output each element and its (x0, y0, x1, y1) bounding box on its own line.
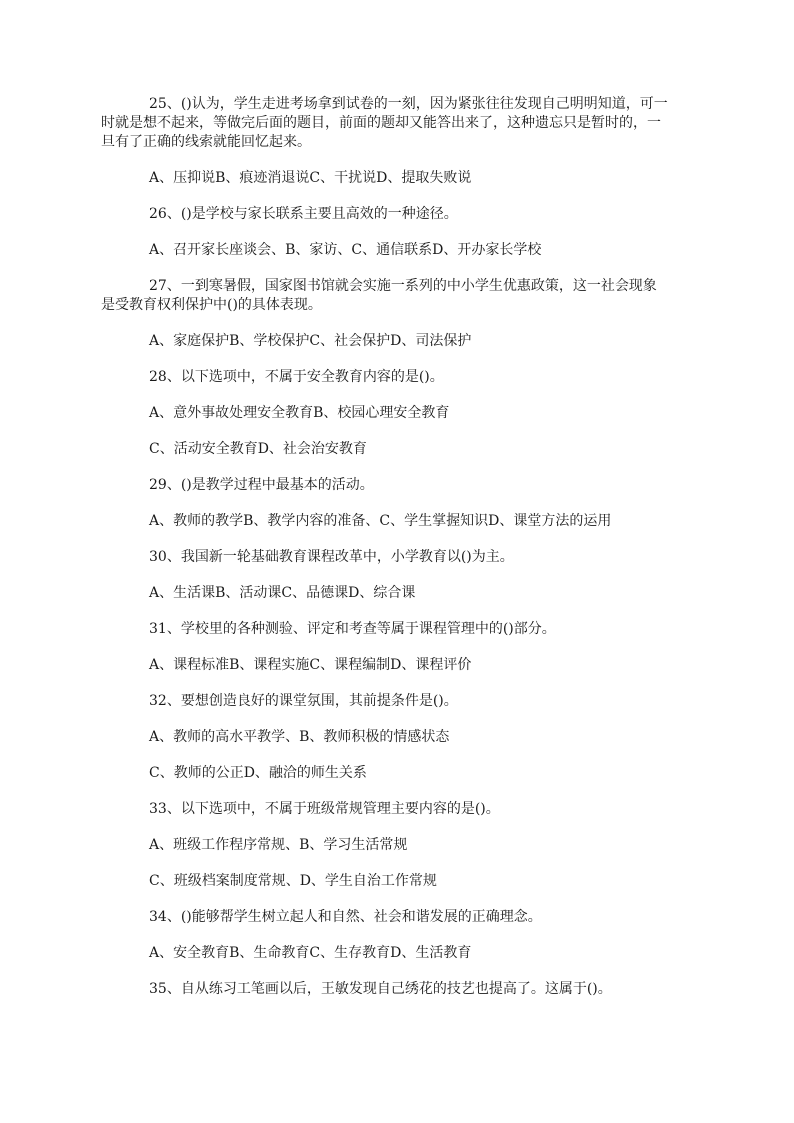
document-body (101, 95, 670, 1016)
options-28-cd: C、活动安全教育D、社会治安教育 (149, 441, 367, 457)
options-32-cd: C、教师的公正D、融洽的师生关系 (149, 765, 367, 781)
options-30: A、生活课B、活动课C、品德课D、综合课 (149, 585, 416, 601)
options-33-cd: C、班级档案制度常规、D、学生自治工作常规 (149, 873, 437, 889)
question-34: 34、()能够帮学生树立起人和自然、社会和谐发展的正确理念。 (149, 909, 542, 925)
question-28: 28、以下选项中，不属于安全教育内容的是()。 (149, 369, 444, 385)
question-33: 33、以下选项中，不属于班级常规管理主要内容的是()。 (149, 801, 500, 817)
question-26: 26、()是学校与家长联系主要且高效的一种途径。 (149, 206, 458, 222)
options-33-ab: A、班级工作程序常规、B、学习生活常规 (149, 837, 408, 853)
question-29: 29、()是教学过程中最基本的活动。 (149, 477, 374, 493)
options-29: A、教师的教学B、教学内容的准备、C、学生掌握知识D、课堂方法的运用 (149, 513, 612, 529)
options-25: A、压抑说B、痕迹消退说C、干扰说D、提取失败说 (149, 170, 472, 186)
options-27: A、家庭保护B、学校保护C、社会保护D、司法保护 (149, 333, 472, 349)
options-31: A、课程标准B、课程实施C、课程编制D、课程评价 (149, 657, 472, 673)
question-25: 25、()认为，学生走进考场拿到试卷的一刻，因为紧张往往发现自己明明知道，可一时就是想不起来，等做完后面的题目，前面的题却又能答出来了，这种遗忘只是暂时的，一旦有了正确的线索就能回忆起来。 (101, 96, 668, 150)
question-27: 27、一到寒暑假，国家图书馆就会实施一系列的中小学生优惠政策，这一社会现象是受教育权利保护中()的具体表现。 (101, 278, 657, 313)
question-35: 35、自从练习工笔画以后，王敏发现自己绣花的技艺也提高了。这属于()。 (149, 981, 612, 997)
question-31: 31、学校里的各种测验、评定和考查等属于课程管理中的()部分。 (149, 621, 556, 637)
options-34: A、安全教育B、生命教育C、生存教育D、生活教育 (149, 945, 472, 961)
question-32: 32、要想创造良好的课堂氛围，其前提条件是()。 (149, 693, 458, 709)
question-30: 30、我国新一轮基础教育课程改革中，小学教育以()为主。 (149, 549, 514, 565)
options-26: A、召开家长座谈会、B、家访、C、通信联系D、开办家长学校 (149, 242, 542, 258)
options-28-ab: A、意外事故处理安全教育B、校园心理安全教育 (149, 405, 450, 421)
options-32-ab: A、教师的高水平教学、B、教师积极的情感状态 (149, 729, 450, 745)
